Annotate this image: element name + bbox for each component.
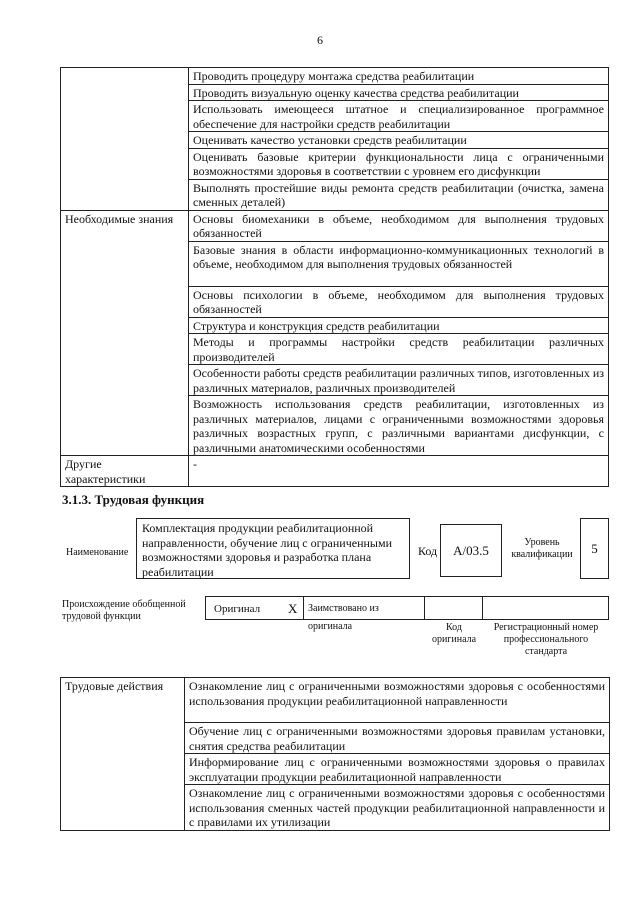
knowledge-row: Структура и конструкция средств реабилитации — [189, 317, 609, 334]
action-row: Ознакомление лиц с ограниченными возможностями здоровья с особенностями использования сменных частей продукции реабилитационной направленности и с правилами их утилизации — [185, 785, 610, 831]
knowledge-label: Необходимые знания — [61, 210, 189, 456]
knowledge-row: Базовые знания в области информационно-коммуникационных технологий в объеме, необходимом для выполнения трудовых обязанностей — [189, 241, 609, 286]
labor-actions-table — [60, 677, 610, 831]
knowledge-row: Основы биомеханики в объеме, необходимом для выполнения трудовых обязанностей — [189, 210, 609, 241]
original-cell — [205, 596, 304, 620]
page-number: 6 — [317, 33, 323, 47]
code-value: А/03.5 — [440, 524, 502, 577]
skill-row: Проводить визуальную оценку качества средства реабилитации — [189, 84, 609, 101]
other-label: Другие характеристики — [61, 456, 189, 487]
original-mark: X — [288, 601, 298, 616]
code-original-cell — [424, 596, 483, 620]
skills-knowledge-table — [60, 67, 609, 487]
code-original-label: Код оригинала — [431, 622, 477, 645]
skill-row: Оценивать базовые критерии функциональности лица с ограниченными возможностями здоровья в соответствии с уровнем его дисфункции — [189, 148, 609, 179]
knowledge-row: Возможность использования средств реабилитации, изготовленных из различных материалов, лицами с ограниченными возможностями здоровья различных возрастных групп, с различными вариантами дисфункции, с различными анатомическими особенностями — [189, 396, 609, 456]
skill-row: Оценивать качество установки средств реабилитации — [189, 132, 609, 149]
knowledge-row: Особенности работы средств реабилитации различных типов, изготовленных из различных материалов, различных производителей — [189, 365, 609, 396]
knowledge-row: Основы психологии в объеме, необходимом для выполнения трудовых обязанностей — [189, 286, 609, 317]
borrowed-cell — [303, 596, 425, 632]
skill-row: Использовать имеющееся штатное и специализированное программное обеспечение для настройки средств реабилитации — [189, 101, 609, 132]
reg-number-cell — [482, 596, 609, 620]
level-label: Уровень квалификации — [511, 537, 573, 560]
skills-label-cell — [61, 68, 189, 211]
code-label: Код — [418, 544, 438, 558]
level-value: 5 — [580, 518, 609, 579]
name-value: Комплектация продукции реабилитационной направленности, обучение лиц с ограниченными возможностями здоровья и разработка плана реабилитации — [136, 518, 410, 579]
action-row: Обучение лиц с ограниченными возможностями здоровья правилам установки, снятия средства реабилитации — [185, 723, 610, 754]
reg-number-label: Регистрационный номер профессионального стандарта — [493, 622, 599, 657]
action-row: Информирование лиц с ограниченными возможностями здоровья о правилах эксплуатации продукции реабилитационной направленности — [185, 754, 610, 785]
name-label: Наименование — [66, 547, 129, 558]
actions-label: Трудовые действия — [61, 678, 185, 831]
knowledge-row: Методы и программы настройки средств реабилитации различных производителей — [189, 334, 609, 365]
origin-label: Происхождение обобщенной трудовой функции — [62, 599, 186, 622]
borrowed-label: Заимствовано из оригинала — [308, 603, 379, 632]
original-label: Оригинал — [214, 603, 261, 615]
section-heading: 3.1.3. Трудовая функция — [62, 492, 205, 507]
action-row: Ознакомление лиц с ограниченными возможностями здоровья с особенностями использования продукции реабилитационной направленности — [185, 678, 610, 723]
skill-row: Проводить процедуру монтажа средства реабилитации — [189, 68, 609, 85]
other-value: - — [189, 456, 609, 487]
skill-row: Выполнять простейшие виды ремонта средств реабилитации (очистка, замена сменных деталей) — [189, 179, 609, 210]
